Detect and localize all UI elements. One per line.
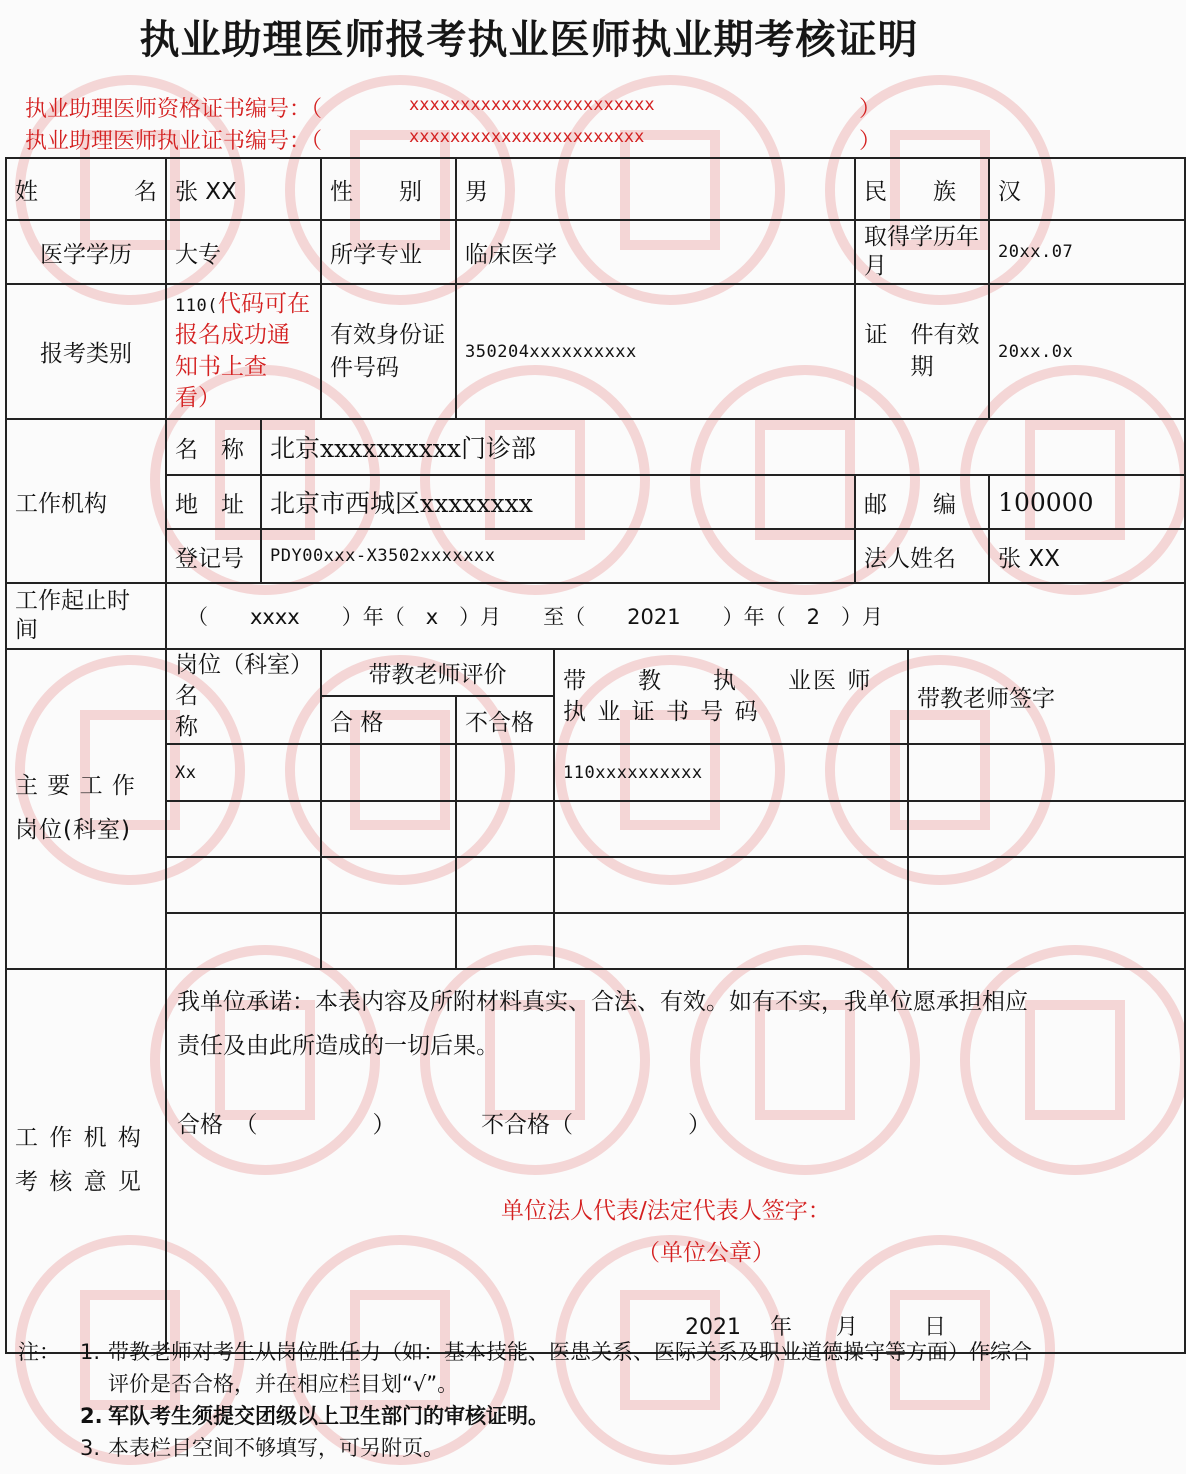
row-category (6, 284, 1185, 419)
edu-date-label: 取得学历年 月 (855, 220, 989, 284)
gender-value: 男 (456, 158, 855, 220)
row-institution-reg (6, 529, 1185, 583)
posts-col-sign: 带教老师签字 (908, 649, 1185, 744)
pass-cell[interactable] (321, 913, 456, 969)
post-cell (166, 913, 321, 969)
fail-cell[interactable] (456, 857, 554, 913)
note-text: 军队考生须提交团级以上卫生部门的审核证明。 (108, 1404, 549, 1428)
row-institution-address (6, 475, 1185, 529)
seal-label: （单位公章） (637, 1240, 775, 1267)
assessment-fail[interactable]: 不合格（ ） (481, 1112, 711, 1139)
qualification-cert-line (25, 92, 882, 123)
major-label: 所学专业 (321, 220, 456, 284)
assessment-cell (166, 969, 1185, 1353)
education-label: 医学学历 (6, 220, 166, 284)
posts-col-name: 岗位（科室）名 称 (166, 649, 321, 744)
ethnicity-label: 民 族 (855, 158, 989, 220)
row-work-period (6, 583, 1185, 649)
assessment-section-label: 工 作 机 构考 核 意 见 (6, 969, 166, 1353)
gender-label: 性 别 (321, 158, 456, 220)
post-cell (166, 857, 321, 913)
institution-name-value: 北京xxxxxxxxxx门诊部 (261, 419, 1185, 475)
post-cell: Xx (166, 744, 321, 801)
document-title: 执业助理医师报考执业医师执业期考核证明 (139, 17, 919, 63)
row-institution-name (6, 419, 1185, 475)
edu-date-value: 20xx.07 (989, 220, 1185, 284)
zip-value: 100000 (989, 475, 1185, 529)
pass-cell[interactable] (321, 801, 456, 857)
notes-label: 注： (18, 1340, 60, 1364)
posts-header-row (6, 649, 1185, 696)
qualification-cert-number: xxxxxxxxxxxxxxxxxxxxxxxx (409, 95, 655, 115)
pass-cell[interactable] (321, 857, 456, 913)
practice-cert-line (25, 124, 882, 155)
name-label: 姓 名 (6, 158, 166, 220)
sign-cell[interactable] (908, 913, 1185, 969)
posts-col-eval: 带教老师评价 (321, 649, 554, 696)
posts-col-fail: 不合格 (456, 696, 554, 744)
id-label: 有效身份证件号码 (321, 284, 456, 419)
note-index: 1. (80, 1340, 101, 1364)
reg-label: 登记号 (166, 529, 261, 583)
cert-cell (554, 857, 908, 913)
period-value: （ xxxx ）年（ x ）月 至（ 2021 ）年（ 2 ）月 (166, 583, 1185, 649)
cert-cell (554, 913, 908, 969)
major-value: 临床医学 (456, 220, 855, 284)
close-paren: ） (859, 129, 882, 154)
practice-cert-number: xxxxxxxxxxxxxxxxxxxxxxx (409, 127, 645, 147)
name-value: 张 XX (166, 158, 321, 220)
fail-cell[interactable] (456, 801, 554, 857)
period-label: 工作起止时 间 (6, 583, 166, 649)
sign-cell[interactable] (908, 801, 1185, 857)
row-personal (6, 158, 1185, 220)
table-row (6, 857, 1185, 913)
practice-cert-label: 执业助理医师执业证书编号：（ (25, 129, 323, 154)
id-valid-value: 20xx.0x (989, 284, 1185, 419)
cert-cell: 110xxxxxxxxxx (554, 744, 908, 801)
note-text: 带教老师对考生从岗位胜任力（如：基本技能、医患关系、医际关系及职业道德操守等方面）作综合评价是否合格，并在相应栏目划“√”。 (108, 1340, 1032, 1396)
sign-cell[interactable] (908, 744, 1185, 801)
institution-address-value: 北京市西城区xxxxxxxx (261, 475, 855, 529)
pledge-text: 我单位承诺：本表内容及所附材料真实、合法、有效。如有不实，我单位愿承担相应责任及由此所造成的一切后果。 (177, 989, 1028, 1060)
institution-address-label: 地 址 (166, 475, 261, 529)
ethnicity-value: 汉 (989, 158, 1185, 220)
posts-col-cert: 带 教 执 业医 师 执 业 证 书 号 码 (554, 649, 908, 744)
legal-value: 张 XX (989, 529, 1185, 583)
reg-value: PDY00xxx-X3502xxxxxxx (261, 529, 855, 583)
fail-cell[interactable] (456, 744, 554, 801)
signature-label: 单位法人代表/法定代表人签字： (501, 1198, 831, 1225)
fail-cell[interactable] (456, 913, 554, 969)
category-label: 报考类别 (6, 284, 166, 419)
institution-name-label: 名 称 (166, 419, 261, 475)
exam-form-table (5, 157, 1186, 1354)
cert-cell (554, 801, 908, 857)
category-note: 代码可在报名成功通知书上查看 (175, 291, 310, 411)
category-value (166, 284, 321, 419)
table-row (6, 913, 1185, 969)
note-text: 本表栏目空间不够填写，可另附页。 (108, 1436, 444, 1460)
sign-cell[interactable] (908, 857, 1185, 913)
legal-label: 法人姓名 (855, 529, 989, 583)
zip-label: 邮 编 (855, 475, 989, 529)
posts-col-pass: 合 格 (321, 696, 456, 744)
table-row (6, 801, 1185, 857)
post-cell (166, 801, 321, 857)
id-valid-label: 证 件有效期 (855, 284, 989, 419)
category-code: 110( (175, 296, 218, 317)
pass-cell[interactable] (321, 744, 456, 801)
note-index: 3. (80, 1436, 101, 1460)
institution-section-label: 工作机构 (6, 419, 166, 583)
posts-section-label: 主 要 工 作岗位(科室) (6, 649, 166, 969)
table-row (6, 744, 1185, 801)
qualification-cert-label: 执业助理医师资格证书编号：（ (25, 97, 323, 122)
education-value: 大专 (166, 220, 321, 284)
assessment-pass[interactable]: 合格 （ ） (177, 1112, 396, 1139)
date-line: 2021 年 月 日 (685, 1315, 946, 1341)
id-value: 350204xxxxxxxxxx (456, 284, 855, 419)
note-index: 2. (80, 1404, 103, 1428)
row-assessment (6, 969, 1185, 1353)
close-paren: ） (859, 97, 882, 122)
category-close: ） (198, 384, 221, 411)
row-education (6, 220, 1185, 284)
